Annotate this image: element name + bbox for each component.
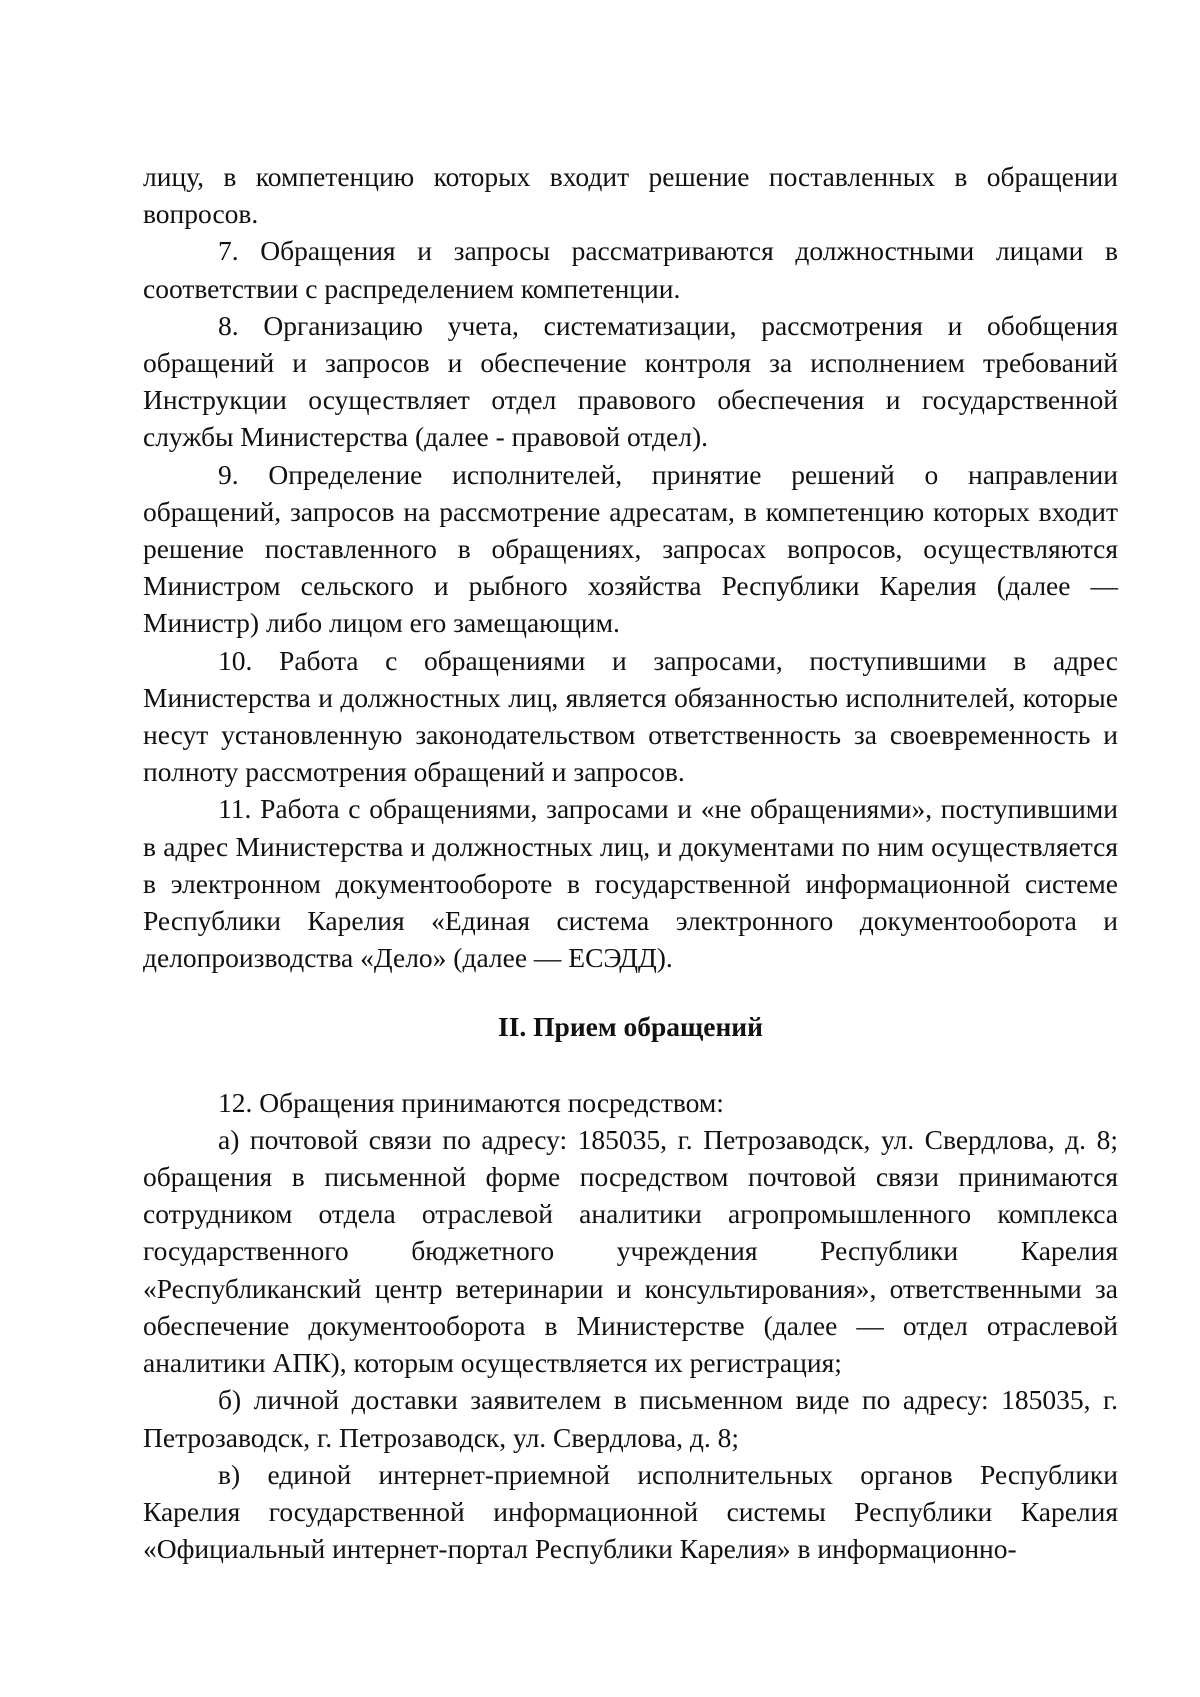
paragraph-7: 7. Обращения и запросы рассматриваются должностными лицами в соответствии с распределением компетенции. [143, 235, 1118, 304]
paragraph-12: 12. Обращения принимаются посредством: [218, 1086, 724, 1118]
document-page [143, 158, 1118, 1567]
paragraph-8: 8. Организацию учета, систематизации, рассмотрения и обобщения обращений и запросов и обеспечение контроля за исполнением требований Инструкции осуществляет отдел правового обеспечения и государственной службы Министерства (далее - правовой отдел). [143, 309, 1118, 453]
spacer [143, 976, 1118, 1008]
paragraph-11: 11. Работа с обращениями, запросами и «не обращениями», поступившими в адрес Министерства и должностных лиц, и документами по ним осуществляется в электронном документообороте в государственной информационной системе Республики Карелия «Единая система электронного документооборота и делопроизводства «Дело» (далее — ЕСЭДД). [143, 793, 1118, 974]
paragraph-12b: б) личной доставки заявителем в письменном виде по адресу: 185035, г. Петрозаводск, г. Петрозаводск, ул. Свердлова, д. 8; [143, 1384, 1118, 1453]
paragraph-9: 9. Определение исполнителей, принятие решений о направлении обращений, запросов на рассмотрение адресатам, в компетенцию которых входит решение поставленного в обращениях, запросах вопросов, осуществляются Министром сельского и рыбного хозяйства Республики Карелия (далее — Министр) либо лицом его замещающим. [143, 458, 1118, 639]
section-heading: II. Прием обращений [498, 1011, 763, 1043]
paragraph-continuation: лицу, в компетенцию которых входит решение поставленных в обращении вопросов. [143, 161, 1118, 230]
paragraph-12a: а) почтовой связи по адресу: 185035, г. Петрозаводск, ул. Свердлова, д. 8; обращения в письменной форме посредством почтовой связи принимаются сотрудником отдела отраслевой аналитики агропромышленного комплекса государственного бюджетного учреждения Республики Карелия «Республиканский центр ветеринарии и консультирования», ответственными за обеспечение документооборота в Министерстве (далее — отдел отраслевой аналитики АПК), которым осуществляется их регистрация; [143, 1123, 1118, 1379]
spacer [143, 1046, 1118, 1084]
paragraph-10: 10. Работа с обращениями и запросами, поступившими в адрес Министерства и должностных лиц, является обязанностью исполнителей, которые несут установленную законодательством ответственность за своевременность и полноту рассмотрения обращений и запросов. [143, 644, 1118, 788]
paragraph-12c: в) единой интернет-приемной исполнительных органов Республики Карелия государственной информационной системы Республики Карелия «Официальный интернет-портал Республики Карелия» в информационно- [143, 1458, 1118, 1565]
